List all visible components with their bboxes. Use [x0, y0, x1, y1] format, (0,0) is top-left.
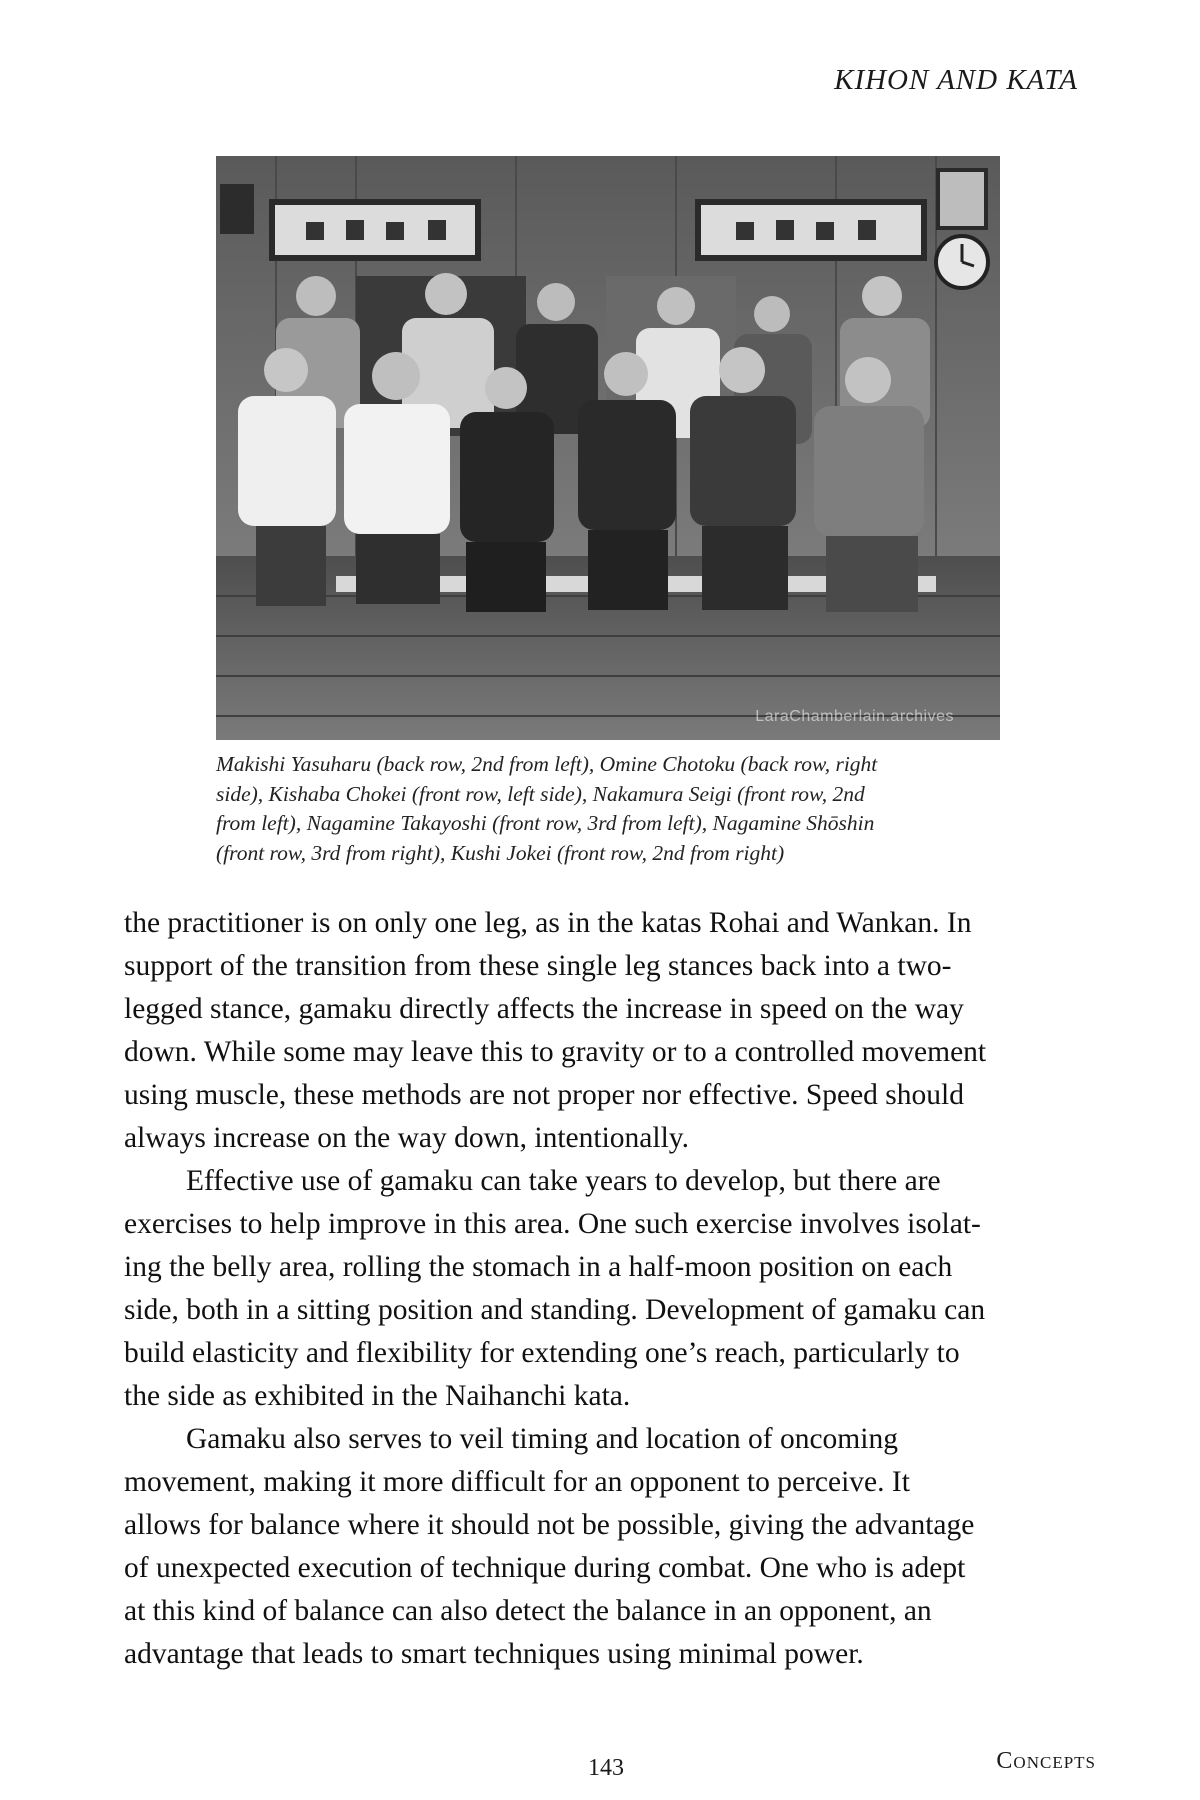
section-footer: Concepts	[996, 1748, 1096, 1774]
photograph-illustration	[216, 156, 1000, 740]
caption-line: Makishi Yasuharu (back row, 2nd from left), Omine Chotoku (back row, right	[216, 752, 878, 776]
body-line: of unexpected execution of technique during combat. One who is adept	[124, 1552, 966, 1584]
running-head: KIHON AND KATA	[834, 64, 1078, 96]
caption-line: from left), Nagamine Takayoshi (front row, 3rd from left), Nagamine Shōshin	[216, 811, 875, 835]
body-line: the side as exhibited in the Naihanchi kata.	[124, 1380, 631, 1412]
body-line: advantage that leads to smart techniques using minimal power.	[124, 1638, 864, 1670]
body-line: side, both in a sitting position and standing. Development of gamaku can	[124, 1294, 986, 1326]
body-line: the practitioner is on only one leg, as in the katas Rohai and Wankan. In	[124, 907, 972, 939]
body-line: build elasticity and flexibility for extending one’s reach, particularly to	[124, 1337, 960, 1369]
body-line: Gamaku also serves to veil timing and location of oncoming	[186, 1423, 898, 1455]
body-line: allows for balance where it should not be possible, giving the advantage	[124, 1509, 975, 1541]
body-line: always increase on the way down, intentionally.	[124, 1122, 689, 1154]
body-line: Effective use of gamaku can take years to develop, but there are	[186, 1165, 941, 1197]
photo-watermark: LaraChamberlain.archives	[755, 708, 954, 725]
caption-line: side), Kishaba Chokei (front row, left side), Nakamura Seigi (front row, 2nd	[216, 781, 865, 806]
body-line: legged stance, gamaku directly affects the increase in speed on the way	[124, 993, 964, 1025]
body-line: ing the belly area, rolling the stomach in a half-moon position on each	[124, 1251, 953, 1283]
body-line: using muscle, these methods are not proper nor effective. Speed should	[124, 1079, 964, 1111]
caption-line: (front row, 3rd from right), Kushi Jokei (front row, 2nd from right)	[216, 840, 785, 865]
body-text	[124, 902, 1094, 1676]
group-photograph	[216, 156, 1000, 740]
figure-caption	[216, 750, 1000, 868]
body-line: exercises to help improve in this area. One such exercise involves isolat-	[124, 1208, 981, 1240]
page-number: 143	[588, 1755, 624, 1781]
body-line: down. While some may leave this to gravity or to a controlled movement	[124, 1036, 987, 1068]
body-line: support of the transition from these single leg stances back into a two-	[124, 950, 952, 982]
body-line: movement, making it more difficult for an opponent to perceive. It	[124, 1466, 910, 1498]
body-line: at this kind of balance can also detect the balance in an opponent, an	[124, 1595, 932, 1627]
